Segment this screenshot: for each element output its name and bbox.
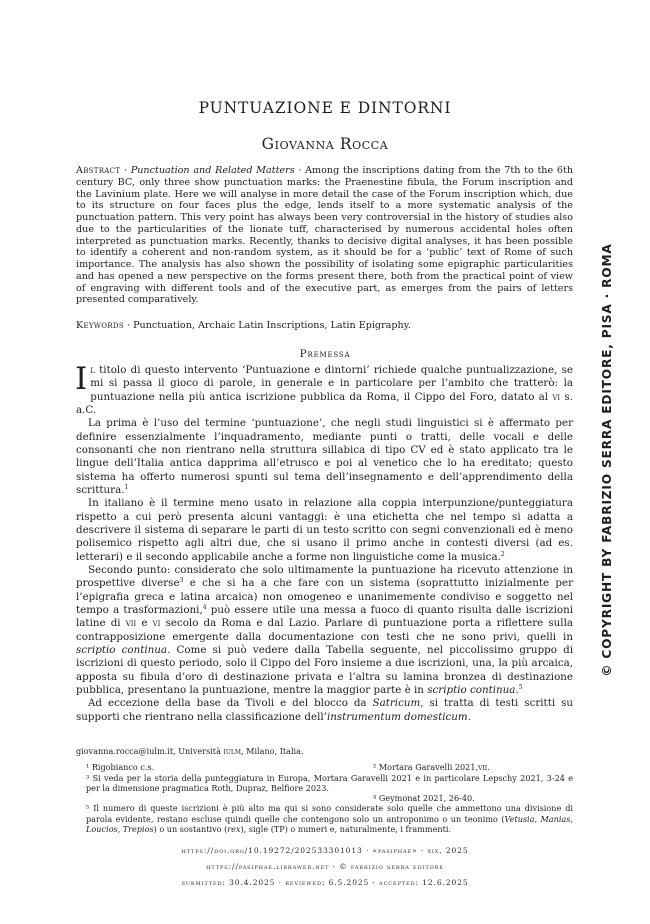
footnotes bbox=[76, 746, 573, 834]
p2-text: La prima è l’uso del termine ‘puntuazione’, che negli studi linguistici si è affermato per definire essenzialmente l’inquadramento, mediante punti o tratti, delle vocali e delle consonanti che non rientrano nella struttura sillabica di tipo CV ed è stato applicato tra le lingue dell’Italia antica dapprima all’etrusco e poi al venetico che lo ha ereditato; questo sistema ha offerto numerosi spunti sul tema dell’insegnamento e dell’apprendimento della scrittura. bbox=[76, 417, 573, 496]
footnote-row bbox=[76, 762, 573, 772]
footnote-2-page: vii bbox=[478, 762, 488, 773]
footnote-1: ¹ Rigobianco c.s. bbox=[86, 762, 155, 773]
footnote-ref[interactable]: 1 bbox=[124, 483, 129, 491]
p1-smallcaps: l bbox=[90, 364, 95, 376]
p4-text: . bbox=[515, 683, 519, 696]
footnote-5-italic: Vetusia, Manias, Loucios, Trepios bbox=[86, 813, 573, 835]
p5-text: , si tratta di testi scritti su supporti che rientrano nella classificazione dell’ bbox=[76, 697, 573, 723]
footnote-2-end: . bbox=[487, 762, 490, 773]
p4-text: e che si ha a che fare con un sistema (soprattutto inizialmente per l’epigrafia greca e latina arcaica) non omogeneo e unanimemente condiviso e soggetto nel tempo a trasformazioni, bbox=[76, 577, 574, 616]
abstract-sep: · bbox=[120, 165, 131, 176]
footnote-row bbox=[76, 773, 573, 794]
p3-text: In italiano è il termine meno usato in relazione alla coppia interpunzione/punteggiatura rispetto a cui però presenta alcuni vantaggi: è una etichetta che nel tempo si adatta a descrivere il sistema di separare le parti di un testo scritto con segni convenzionali ed è meno polisemico rispetto agli altri due, che si usano il primo anche in contesti diversi (ad es. letterari) e il secondo applicabile anche a forme non linguistiche come la musica. bbox=[76, 497, 573, 563]
abstract-english-title: Punctuation and Related Matters bbox=[130, 165, 295, 176]
keywords-text: · Punctuation, Archaic Latin Inscriptions, Latin Epigraphy. bbox=[123, 320, 411, 331]
affiliation-end: , Milano, Italia. bbox=[241, 746, 304, 756]
p4-text: e bbox=[136, 617, 153, 630]
p4-text: . Come si può vedere dalla Tabella seguente, nel piccolissimo gruppo di iscrizioni di questo periodo, solo il Cippo del Foro insieme a due iscrizioni, una, la più arcaica, apposta su fibula d’oro di destinazione privata e l’altra su lamina bronzea di destinazione pubblica, presentano la puntuazione, mentre la maggior parte è in bbox=[76, 643, 573, 696]
university-name: iulm bbox=[223, 746, 242, 756]
dates-line: submitted: 30.4.2025 · reviewed: 6.5.2025 · accepted: 12.6.2025 bbox=[181, 878, 469, 887]
copyright-notice: © COPYRIGHT BY FABRIZIO SERRA EDITORE, PISA · ROMA bbox=[600, 243, 614, 677]
abstract bbox=[76, 165, 573, 306]
doi-line[interactable]: https://doi.org/10.19272/202533301013 · «pasiphae» · xix, 2025 bbox=[181, 846, 469, 855]
keywords bbox=[76, 320, 573, 332]
footnote-4: ⁴ Geymonat 2021, 26-40. bbox=[373, 793, 475, 804]
footnote-ref[interactable]: 5 bbox=[518, 683, 523, 691]
footnote-row bbox=[76, 793, 573, 803]
footnote-5 bbox=[76, 803, 573, 834]
p4-text: secolo da Roma e dal Lazio. Parlare di puntuazione porta a riflettere sulla contrapposizione emergente dalla documentazione con testi che ne sono privi, quelli in bbox=[76, 617, 573, 643]
abstract-label: Abstract bbox=[76, 165, 121, 176]
footnote-5-italic: rex bbox=[227, 824, 241, 835]
paragraph-3 bbox=[76, 497, 573, 564]
p4-text: Secondo punto: considerato che solo ultimamente la puntuazione ha ricevuto attenzione in prospettive diverse bbox=[76, 563, 573, 590]
footnote-2-text: ² Mortara Garavelli 2021, bbox=[373, 762, 479, 773]
p4-italic: scriptio continua bbox=[76, 643, 168, 656]
footnote-5-text: ⁵ Il numero di queste iscrizioni è più alto ma qui si sono considerate solo quelle che ammettono una divisione di parola evidente, restano escluse quindi quelle che contengono solo un antroponimo o un teonimo ( bbox=[86, 803, 573, 824]
body-text bbox=[75, 361, 574, 724]
section-heading: Premessa bbox=[299, 348, 351, 360]
paper-title: PUNTUAZIONE E DINTORNI bbox=[198, 99, 452, 117]
email[interactable]: giovanna.rocca@iulm.it, Università bbox=[76, 746, 224, 756]
author-name: Giovanna Rocca bbox=[261, 135, 389, 153]
abstract-text: · Among the inscriptions dating from the 7th to the 6th century BC, only three show punctuation marks: the Praenestine fibula, the Forum inscription and the Lavinium plate. Here we will analyse in more detail the case of the Forum inscription which, due to its structure on four faces plus the edge, lends itself to a more systematic analysis of the punctuation pattern. This very point has always been very controversial in the history of studies also due to the particularities of the lionate tuff, characterised by numerous accidental holes often interpreted as punctuation marks. Recently, thanks to decisive digital analyses, it has been possible to identify a coherent and non-random system, as it should be for a ‘public’ text of Rome of such importance. The analysis has also shown the possibility of isolating some epigraphic particularities and has opened a new perspective on the forms present there, both from the practical point of view of engraving with different tools and of the executive part, as emerges from the pairs of letters presented comparatively. bbox=[76, 165, 574, 306]
paragraph-4 bbox=[76, 564, 573, 697]
publication-info bbox=[0, 843, 650, 891]
keywords-label: Keywords bbox=[76, 320, 124, 331]
website-line[interactable]: https://pasiphae.libraweb.net · © fabrizio serra editore bbox=[206, 862, 444, 871]
footnote-5-text: ) o un sostantivo ( bbox=[153, 824, 228, 835]
p5-text: . bbox=[467, 710, 471, 723]
p1-end: s. a.C. bbox=[76, 390, 573, 416]
footnote-3: ³ Si veda per la storia della punteggiatura in Europa, Mortara Garavelli 2021 e in particolare Lepschy 2021, 3-24 e per la dimensione pragmatica Roth, Dupraz, Belfiore 2023. bbox=[86, 772, 573, 793]
p4-century: vi bbox=[152, 617, 161, 630]
footnote-5-text: ), sigle (TP) o numeri e, naturalmente, i frammenti. bbox=[240, 824, 451, 835]
footnote-ref[interactable]: 4 bbox=[202, 603, 207, 611]
p4-italic: scriptio continua bbox=[427, 683, 516, 696]
p5-italic: instrumentum domesticum bbox=[326, 710, 468, 723]
p1-century: vi bbox=[552, 390, 561, 403]
p5-italic: Satricum bbox=[372, 697, 421, 710]
drop-cap: I bbox=[75, 361, 88, 397]
p1-text: titolo di questo intervento ‘Puntuazione e dintorni’ richiede qualche puntualizzazione, se mi si passa il gioco di parole, in generale e in particolare per l’ambito che tratterò: la puntuazione nella più antica iscrizione pubblica da Roma, il Cippo del Foro, datato al bbox=[90, 364, 573, 403]
author-affiliation bbox=[76, 746, 573, 756]
paragraph-2 bbox=[76, 417, 573, 497]
p4-text: può essere utile una messa a fuoco di quanto risulta dalle iscrizioni latine di bbox=[76, 603, 573, 630]
footnote-2 bbox=[373, 762, 573, 772]
paragraph-5 bbox=[76, 697, 573, 724]
footnote-ref[interactable]: 3 bbox=[179, 577, 184, 585]
footnote-ref[interactable]: 2 bbox=[500, 550, 505, 558]
p4-century: vii bbox=[125, 617, 137, 630]
paragraph-1 bbox=[75, 361, 573, 417]
p5-text: Ad eccezione della base da Tivoli e del blocco da bbox=[88, 697, 373, 710]
